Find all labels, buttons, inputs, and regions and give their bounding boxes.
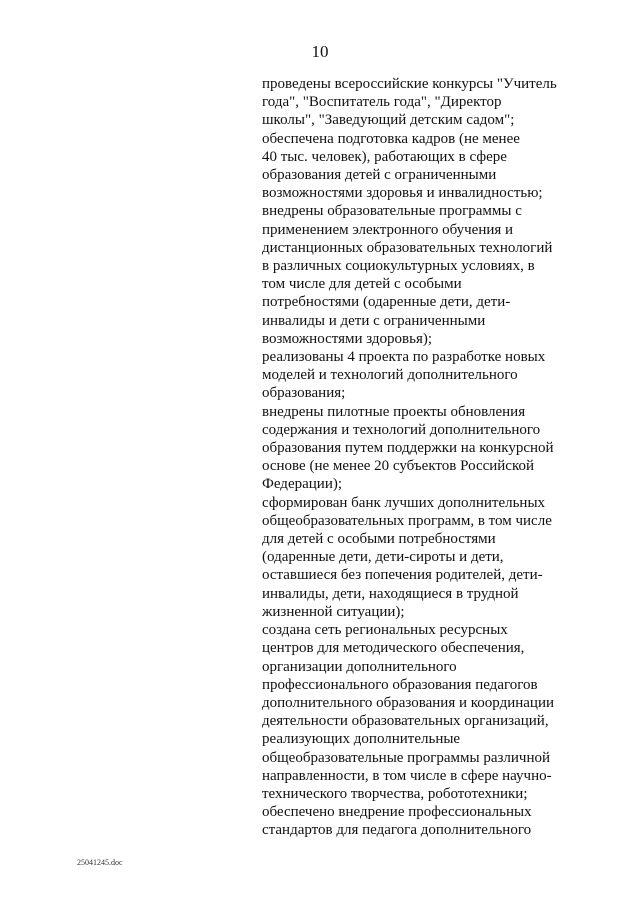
text-line: жизненной ситуации); — [262, 603, 405, 620]
text-line: обеспечено внедрение профессиональных — [262, 804, 532, 821]
text-line: потребностями (одаренные дети, дети- — [262, 294, 511, 311]
text-line: дистанционных образовательных технологий — [262, 239, 553, 256]
text-line: инвалиды и дети с ограниченными — [262, 312, 486, 329]
text-line: возможностями здоровья и инвалидностью; — [262, 185, 543, 202]
text-line: образования; — [262, 385, 346, 402]
text-line: образования путем поддержки на конкурсной — [262, 440, 554, 457]
text-line: организации дополнительного — [262, 658, 457, 675]
text-line: обеспечена подготовка кадров (не менее — [262, 130, 520, 147]
text-line: внедрены образовательные программы с — [262, 203, 522, 220]
text-line: реализованы 4 проекта по разработке новых — [262, 349, 546, 366]
text-line: основе (не менее 20 субъектов Российской — [262, 458, 535, 475]
text-line: реализующих дополнительные — [262, 731, 461, 748]
text-line: центров для методического обеспечения, — [262, 640, 525, 657]
text-line: (одаренные дети, дети-сироты и дети, — [262, 549, 504, 566]
text-line: технического творчества, робототехники; — [262, 785, 528, 802]
text-line: в различных социокультурных условиях, в — [262, 258, 535, 275]
text-line: проведены всероссийские конкурсы "Учитель — [262, 76, 557, 92]
text-line: стандартов для педагога дополнительного — [262, 822, 532, 839]
text-line: общеобразовательные программы различной — [262, 749, 551, 766]
text-line: моделей и технологий дополнительного — [262, 367, 518, 384]
text-line: сформирован банк лучших дополнительных — [262, 494, 546, 511]
footer-filename: 25041245.doc — [77, 858, 123, 867]
text-line: инвалиды, дети, находящиеся в трудной — [262, 585, 519, 602]
body-text — [262, 75, 602, 840]
text-line: года", "Воспитатель года", "Директор — [262, 94, 502, 111]
text-line: направленности, в том числе в сфере научно- — [262, 767, 552, 784]
text-line: содержания и технологий дополнительного — [262, 421, 541, 438]
text-line: Федерации); — [262, 476, 343, 493]
text-line: общеобразовательных программ, в том числе — [262, 512, 552, 529]
text-line: внедрены пилотные проекты обновления — [262, 403, 526, 420]
page-number: 10 — [311, 42, 329, 61]
text-line: создана сеть региональных ресурсных — [262, 622, 508, 639]
text-line: оставшиеся без попечения родителей, дети- — [262, 567, 543, 584]
text-line: профессионального образования педагогов — [262, 676, 538, 693]
text-line: 40 тыс. человек), работающих в сфере — [262, 148, 507, 165]
text-line: дополнительного образования и координации — [262, 694, 555, 711]
text-line: том числе для детей с особыми — [262, 276, 462, 293]
text-line: возможностями здоровья); — [262, 330, 433, 347]
text-line: деятельности образовательных организаций, — [262, 713, 549, 730]
text-line: образования детей с ограниченными — [262, 167, 497, 184]
text-line: для детей с особыми потребностями — [262, 531, 496, 548]
text-line: школы", "Заведующий детским садом"; — [262, 112, 515, 129]
text-line: применением электронного обучения и — [262, 221, 514, 238]
